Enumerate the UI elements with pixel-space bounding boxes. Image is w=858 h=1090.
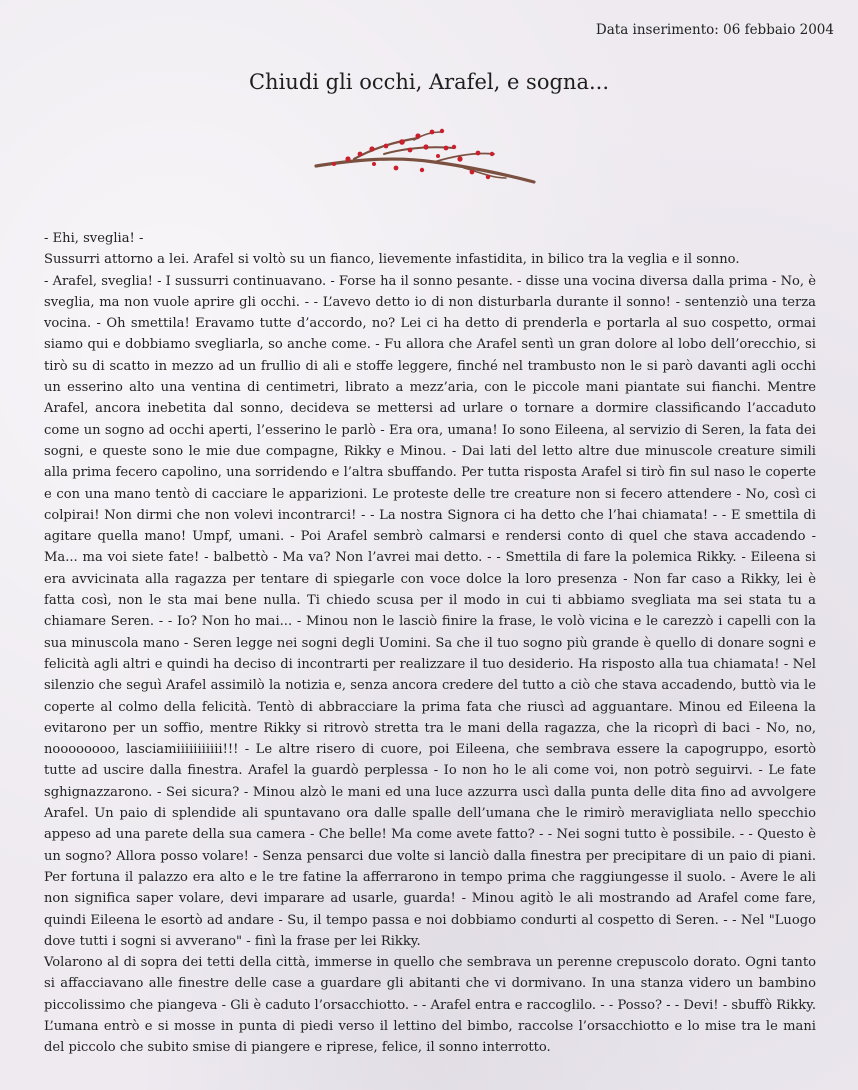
cherry-blossom-branch-icon bbox=[314, 126, 536, 188]
story-paragraph: - Ehi, sveglia! - bbox=[44, 231, 144, 246]
insertion-date: Data inserimento: 06 febbaio 2004 bbox=[595, 22, 834, 38]
story-title: Chiudi gli occhi, Arafel, e sogna... bbox=[248, 70, 609, 94]
story-paragraph: Sussurri attorno a lei. Arafel si voltò su un fianco, lievemente infastidita, in bilico tra la veglia e il sonno. bbox=[44, 252, 740, 268]
story-body bbox=[44, 228, 816, 1059]
story-paragraph: Volarono al di sopra dei tetti della città, immerse in quello che sembrava un perenne crepuscolo dorato. Ogni tanto si affacciavano alle finestre delle case a guardare gli abitanti che vi dormivano. In una stanza videro un bambino piccolissimo che piangeva - Gli è caduto l’orsacchiotto. - - Arafel entra e raccoglilo. - - Posso? - - Devi! - sbuffò Rikky. L’umana entrò e si mosse in punta di piedi verso il lettino del bimbo, raccolse l’orsacchiotto e lo mise tra le mani del piccolo che subito smise di piangere e riprese, felice, il sonno interrotto. bbox=[44, 955, 816, 1056]
story-paragraph: - Arafel, sveglia! - I sussurri continuavano. - Forse ha il sonno pesante. - disse una vocina diversa dalla prima - No, è sveglia, ma non vuole aprire gli occhi. - - L’avevo detto io di non disturbarla durante il sonno! - sentenziò una terza vocina. - Oh smettila! Eravamo tutte d’accordo, no? Lei ci ha detto di prenderla e portarla al suo cospetto, ormai siamo qui e dobbiamo svegliarla, so anche come. - Fu allora che Arafel sentì un gran dolore al lobo dell’orecchio, si tirò su di scatto in mezzo ad un frullio di ali e stoffe leggere, finché nel trambusto non le si parò davanti agli occhi un esserino alto una ventina di centimetri, librato a mezz’aria, con le piccole mani piantate sui fianchi. Mentre Arafel, ancora inebetita dal sonno, decideva se mettersi ad urlare o tornare a dormire classificando l’accaduto come un sogno ad occhi aperti, l’esserino le parlò - Era ora, umana! Io sono Eileena, al servizio di Seren, la fata dei sogni, e queste sono le mie due compagne, Rikky e Minou. - Dai lati del letto altre due minuscole creature simili alla prima fecero capolino, una sorridendo e l’altra sbuffando. Per tutta risposta Arafel si tirò fin sul naso le coperte e con una mano tentò di cacciare le apparizioni. Le proteste delle tre creature non si fecero attendere - No, così ci colpirai! Non dirmi che non volevi incontrarci! - - La nostra Signora ci ha detto che l’hai chiamata! - - E smettila di agitare quella mano! Umpf, umani. - Poi Arafel sembrò calmarsi e rendersi conto di quel che stava accadendo - Ma... ma voi siete fate! - balbettò - Ma va? Non l’avrei mai detto. - - Smettila di fare la polemica Rikky. - Eileena si era avvicinata alla ragazza per tentare di spiegarle con voce dolce la loro presenza - Non far caso a Rikky, lei è fatta così, non le sta mai bene nulla. Ti chiedo scusa per il modo in cui ti abbiamo svegliata ma sei stata tu a chiamare Seren. - - Io? Non ho mai... - Minou non le lasciò finire la frase, le volò vicina e le carezzò i capelli con la sua minuscola mano - Seren legge nei sogni degli Uomini. Sa che il tuo sogno più grande è quello di donare sogni e felicità agli altri e quindi ha deciso di incontrarti per realizzare il tuo desiderio. Ha risposto alla tua chiamata! - Nel silenzio che seguì Arafel assimilò la notizia e, senza ancora credere del tutto a ciò che stava accadendo, buttò via le coperte al colmo della felicità. Tentò di abbracciare la prima fata che riuscì ad agguantare. Minou ed Eileena la evitarono per un soffio, mentre Rikky si ritrovò stretta tra le mani della ragazza, che la ricoprì di baci - No, no, noooooooo, lasciamiiiiiiiiiii!!! - Le altre risero di cuore, poi Eileena, che sembrava essere la capogruppo, esortò tutte ad uscire dalla finestra. Arafel la guardò perplessa - Io non ho le ali come voi, non potrò seguirvi. - Le fate sghignazzarono. - Sei sicura? - Minou alzò le mani ed una luce azzurra uscì dalla punta delle dita fino ad avvolgere Arafel. Un paio di splendide ali spuntavano ora dalle spalle dell’umana che le rimirò meravigliata nello specchio appeso ad una parete della sua camera - Che belle! Ma come avete fatto? - - Nei sogni tutto è possibile. - - Questo è un sogno? Allora posso volare! - Senza pensarci due volte si lanciò dalla finestra per precipitare di un paio di piani. Per fortuna il palazzo era alto e le tre fatine la afferrarono in tempo prima che raggiungesse il suolo. - Avere le ali non significa saper volare, devi imparare ad usarle, guarda! - Minou agitò le ali mostrando ad Arafel come fare, quindi Eileena le esortò ad andare - Su, il tempo passa e noi dobbiamo condurti al cospetto di Seren. - - Nel "Luogo dove tutti i sogni si avverano" - finì la frase per lei Rikky. bbox=[44, 273, 816, 949]
